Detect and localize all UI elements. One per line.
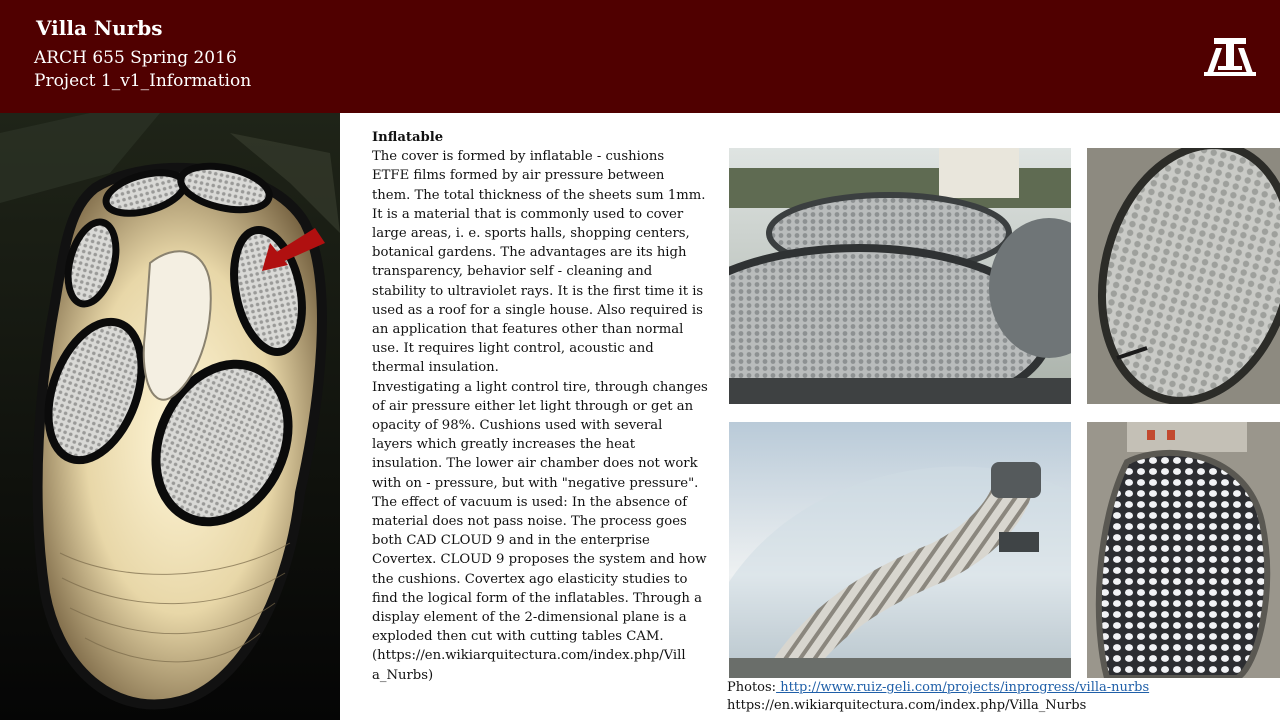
article-line: Covertex. CLOUD 9 proposes the system and how <box>372 552 707 568</box>
slide-title: Villa Nurbs <box>36 16 163 40</box>
article-line: botanical gardens. The advantages are its high <box>372 245 687 261</box>
article-line: It is a material that is commonly used to cover <box>372 206 684 222</box>
article-line: stability to ultraviolet rays. It is the first time it is <box>372 283 704 299</box>
photos-label: Photos: <box>727 680 777 695</box>
article-line: exploded then cut with cutting tables CAM. <box>372 629 664 645</box>
course-subtitle: ARCH 655 Spring 2016 <box>34 48 237 68</box>
article-heading: Inflatable <box>372 130 444 145</box>
article-line: both CAD CLOUD 9 and in the enterprise <box>372 533 650 549</box>
header-bar <box>0 0 1280 113</box>
article-line: (https://en.wikiarquitectura.com/index.php/Vill <box>372 648 686 664</box>
article-line: large areas, i. e. sports halls, shopping centers, <box>372 226 690 242</box>
article-line: thermal insulation. <box>372 360 499 376</box>
article-line: the cushions. Covertex ago elasticity studies to <box>372 571 688 587</box>
article-line: The cover is formed by inflatable - cushions <box>372 149 665 165</box>
article-line: of air pressure either let light through or get an <box>372 398 694 414</box>
cushion-dotted-film-photo <box>1087 148 1280 404</box>
article-line: them. The total thickness of the sheets sum 1mm. <box>372 187 706 203</box>
article-line: used as a roof for a single house. Also required is <box>372 302 703 318</box>
article-line: find the logical form of the inflatables. Through a <box>372 590 702 606</box>
cushion-interior-light-photo <box>1087 422 1280 678</box>
air-duct-pipe-photo <box>729 422 1071 678</box>
article-body <box>372 128 712 685</box>
photo-credit-line <box>727 679 1149 697</box>
article-line: use. It requires light control, acoustic and <box>372 341 654 357</box>
article-line: an application that features other than normal <box>372 322 684 338</box>
article-line: with on - pressure, but with "negative pressure". <box>372 475 699 491</box>
article-line: material does not pass noise. The process goes <box>372 514 687 530</box>
article-line: layers which greatly increases the heat <box>372 437 636 453</box>
article-line: ETFE films formed by air pressure between <box>372 168 665 184</box>
article-line: The effect of vacuum is used: In the absence of <box>372 494 688 510</box>
photo-credits <box>727 679 1149 715</box>
article-line: transparency, behavior self - cleaning and <box>372 264 653 280</box>
project-subtitle: Project 1_v1_Information <box>34 71 252 91</box>
ruiz-geli-link[interactable]: http://www.ruiz-geli.com/projects/inprogress/villa-nurbs <box>776 680 1150 695</box>
article-line: a_Nurbs) <box>372 667 434 683</box>
article-line: Investigating a light control tire, through changes <box>372 379 708 395</box>
article-line: opacity of 98%. Cushions used with several <box>372 418 663 434</box>
source-url: https://en.wikiarquitectura.com/index.php/Villa_Nurbs <box>727 698 1087 713</box>
aerial-villa-photo <box>0 113 340 720</box>
tamu-logo-icon <box>1204 36 1256 78</box>
article-line: display element of the 2-dimensional plane is a <box>372 610 687 626</box>
article-line: insulation. The lower air chamber does not work <box>372 456 698 472</box>
etfe-roof-cushions-photo <box>729 148 1071 404</box>
